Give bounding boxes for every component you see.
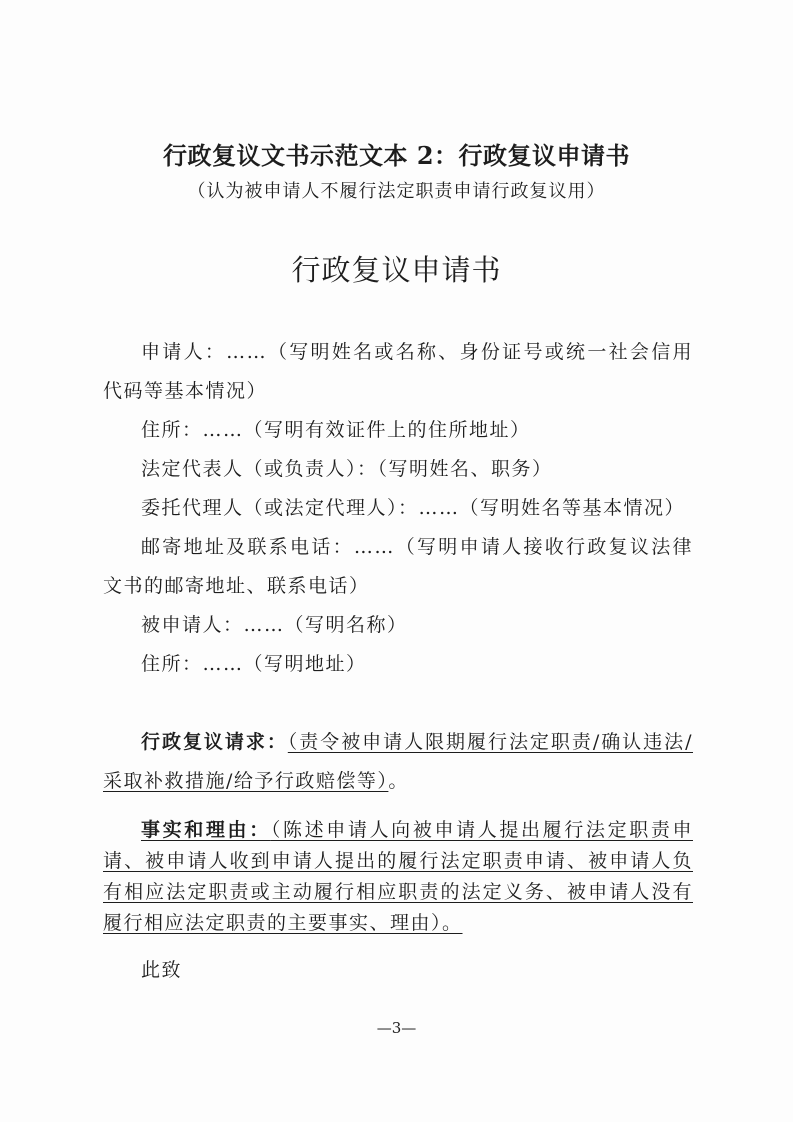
- mailing-address-phone: 邮寄地址及联系电话：……（写明申请人接收行政复议法律文书的邮寄地址、联系电话）: [103, 536, 693, 597]
- authorized-agent: 委托代理人（或法定代理人）：……（写明姓名等基本情况）: [141, 497, 686, 519]
- review-request: [103, 723, 693, 801]
- facts-and-reasons: [103, 815, 693, 939]
- legal-representative: 法定代表人（或负责人）：（写明姓名、职务）: [141, 458, 553, 480]
- applicant-residence: 住所：……（写明有效证件上的住所地址）: [141, 419, 531, 441]
- page-number: —3—: [376, 1019, 417, 1037]
- document-title: 行政复议文书示范文本 2：行政复议申请书: [162, 141, 631, 170]
- respondent-info: 被申请人：……（写明名称）: [141, 614, 408, 636]
- application-heading: 行政复议申请书: [291, 253, 502, 287]
- facts-text: （陈述申请人向被申请人提出履行法定职责申请、被申请人收到申请人提出的履行法定职责申请、被申请人负有相应法定职责或主动履行相应职责的法定义务、被申请人没有履行相应法定职责的主要事实、理由）。: [103, 819, 693, 934]
- facts-label: 事实和理由：: [141, 819, 271, 841]
- document-subtitle: （认为被申请人不履行法定职责申请行政复议用）: [187, 181, 606, 202]
- request-end: 。: [388, 770, 409, 792]
- closing-salutation: 此致: [141, 959, 183, 981]
- applicant-info: 申请人：……（写明姓名或名称、身份证号或统一社会信用代码等基本情况）: [103, 341, 693, 402]
- respondent-residence: 住所：……（写明地址）: [141, 653, 367, 675]
- request-label: 行政复议请求：: [141, 731, 288, 753]
- request-text: （责令被申请人限期履行法定职责/确认违法/采取补救措施/给予行政赔偿等）: [103, 731, 693, 792]
